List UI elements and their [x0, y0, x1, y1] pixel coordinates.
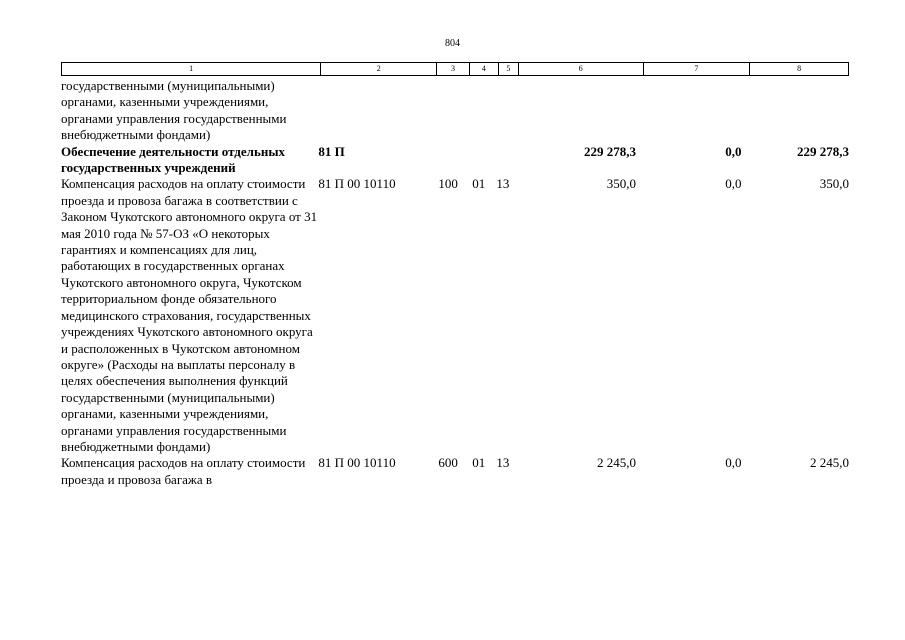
table-row [61, 176, 849, 455]
row-value-7 [636, 78, 742, 144]
row-value-6 [513, 78, 636, 144]
row-name: государственными (муниципальными) органами, казенными учреждениями, органами управления государственными внебюджетными фондами) [61, 78, 287, 143]
row-value-6: 350,0 [606, 176, 636, 192]
row-code: 81 П [318, 143, 345, 159]
row-value-8 [742, 78, 850, 144]
table-row [61, 78, 849, 144]
row-vr [432, 78, 465, 144]
row-value-8: 350,0 [819, 176, 850, 192]
row-rz: 01 [472, 176, 486, 192]
table-row-section [61, 144, 849, 177]
row-vr: 100 [438, 176, 458, 192]
row-pr [493, 144, 513, 177]
column-header-3: 3 [437, 63, 470, 75]
column-header-7: 7 [644, 63, 751, 75]
table-row [61, 455, 849, 488]
row-name: Обеспечение деятельности отдельных государственных учреждений [61, 143, 285, 176]
page-number: 804 [445, 38, 460, 49]
row-code [317, 78, 431, 144]
row-rz [464, 144, 493, 177]
row-vr: 600 [438, 455, 458, 471]
row-vr [432, 144, 465, 177]
column-header-5: 5 [499, 63, 519, 75]
row-pr: 13 [496, 455, 510, 471]
column-header-6: 6 [519, 63, 644, 75]
column-header-2: 2 [321, 63, 437, 75]
row-value-7: 0,0 [725, 176, 742, 192]
row-value-8: 229 278,3 [797, 143, 850, 159]
column-header-4: 4 [470, 63, 499, 75]
table-body [61, 78, 849, 488]
row-name: Компенсация расходов на оплату стоимости проезда и провоза багажа в [61, 455, 306, 487]
row-code: 81 П 00 10110 [318, 176, 396, 192]
column-header-1: 1 [62, 63, 321, 75]
row-name: Компенсация расходов на оплату стоимости проезда и провоза багажа в соответствии с Законом Чукотского автономного округа от 31 мая 2010 года № 57-ОЗ «О некоторых гарантиях и компенсациях для лиц, работающих в государственных органах Чукотского автономного округа, Чукотском территориальном фонде обязательного медицинского страхования, государственных учреждениях Чукотского автономного округа и расположенных в Чукотском автономном округе» (Расходы на выплаты персоналу в целях обеспечения выполнения функций государственными (муниципальными) органами, казенными учреждениями, органами управления государственными внебюджетными фондами) [61, 176, 318, 454]
row-pr [493, 78, 513, 144]
row-rz [464, 78, 493, 144]
table-header [61, 62, 849, 76]
column-header-8: 8 [797, 64, 802, 73]
row-value-7: 0,0 [725, 143, 742, 159]
row-value-8: 2 245,0 [810, 455, 850, 471]
row-value-6: 2 245,0 [596, 455, 636, 471]
row-code: 81 П 00 10110 [318, 455, 396, 471]
row-value-6: 229 278,3 [583, 143, 636, 159]
row-pr: 13 [496, 176, 510, 192]
row-rz: 01 [472, 455, 486, 471]
row-value-7: 0,0 [725, 455, 742, 471]
